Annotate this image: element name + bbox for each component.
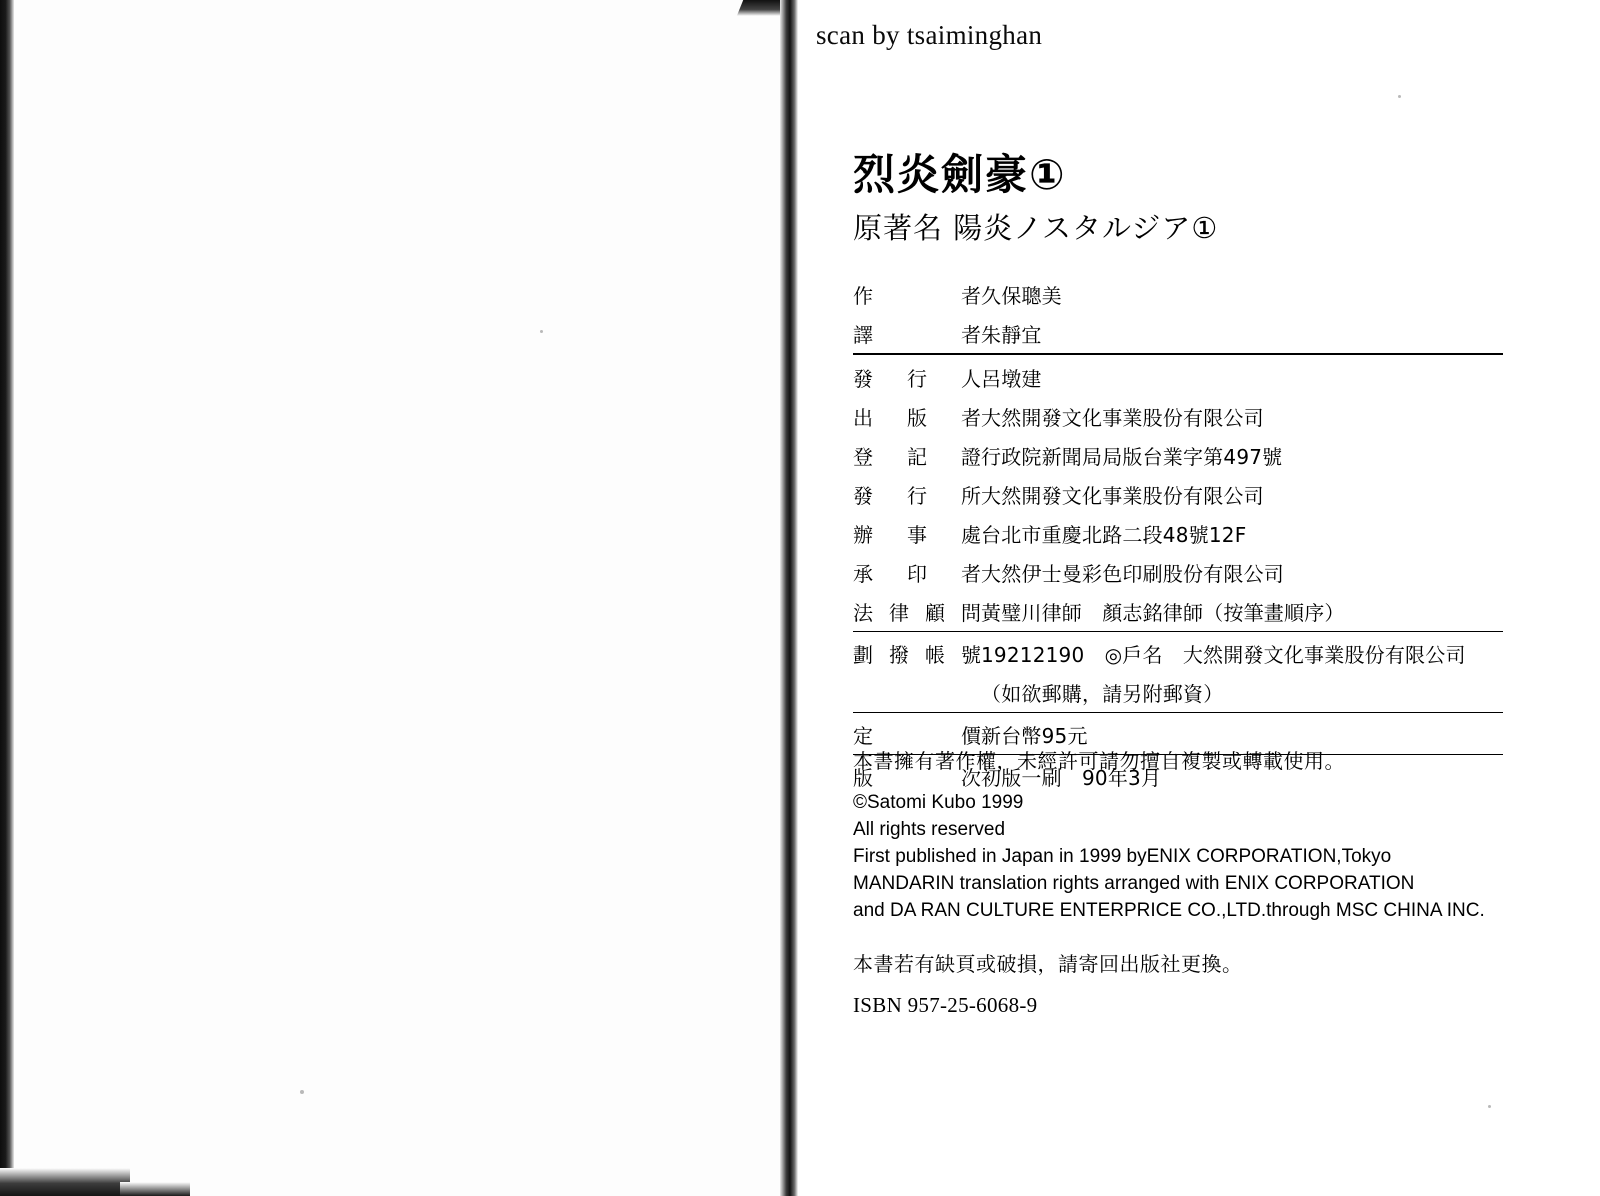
- scan-speck: [300, 1090, 304, 1094]
- scan-speck: [1488, 1105, 1491, 1108]
- row-label: 法律顧問: [853, 601, 981, 626]
- page-bottom-notch: [0, 1168, 130, 1196]
- copyright-line-1: ©Satomi Kubo 1999: [853, 792, 1024, 813]
- colophon-block: [853, 150, 1553, 796]
- row-value: 大然伊士曼彩色印刷股份有限公司: [981, 562, 1284, 587]
- table-row: [853, 275, 1503, 314]
- left-blank-page: [0, 0, 795, 1196]
- row-label: 出 版 者: [853, 406, 981, 431]
- scan-speck: [540, 330, 543, 333]
- book-gutter: [780, 0, 798, 1196]
- colophon-page: [798, 0, 1600, 1196]
- row-value: 久保聰美: [981, 284, 1062, 309]
- row-label: 譯 者: [853, 323, 981, 348]
- row-value: 朱靜宜: [981, 323, 1042, 348]
- row-value: 行政院新聞局局版台業字第497號: [981, 445, 1283, 470]
- page-bottom-notch-secondary: [120, 1182, 190, 1196]
- copyright-line-2: All rights reserved: [853, 818, 1006, 840]
- copyright-notes: [853, 745, 1573, 925]
- table-row: [853, 553, 1503, 592]
- row-value: 19212190 ◎戶名 大然開發文化事業股份有限公司: [981, 632, 1503, 674]
- scan-speck: [1398, 95, 1401, 98]
- row-label: 辦 事 處: [853, 523, 981, 548]
- copyright-statement: 本書擁有著作權，未經許可請勿擅自複製或轉載使用。: [853, 749, 1345, 773]
- defect-notice-block: [853, 948, 1573, 1018]
- defect-notice: 本書若有缺頁或破損，請寄回出版社更換。: [853, 952, 1243, 976]
- table-row: [853, 673, 1503, 713]
- row-value: 台北市重慶北路二段48號12F: [981, 523, 1247, 548]
- table-row: [853, 514, 1503, 553]
- isbn: ISBN 957-25-6068-9: [853, 993, 1038, 1017]
- row-label: 發 行 人: [853, 354, 981, 397]
- row-value: 呂墩建: [981, 354, 1503, 397]
- row-label: 承 印 者: [853, 562, 981, 587]
- table-row: [853, 592, 1503, 632]
- row-value: （如欲郵購，請另附郵資）: [981, 682, 1224, 707]
- row-label: 作 者: [853, 284, 981, 309]
- table-row: [853, 354, 1503, 397]
- row-value: 新台幣95元: [981, 713, 1503, 755]
- row-label: [853, 673, 981, 713]
- row-label: 發 行 所: [853, 484, 981, 509]
- scan-credit: scan by tsaiminghan: [816, 20, 1043, 50]
- row-label: 登 記 證: [853, 445, 981, 470]
- table-row: [853, 397, 1503, 436]
- copyright-line-3: First published in Japan in 1999 byENIX CORPORATION,Tokyo: [853, 845, 1392, 867]
- table-row: [853, 436, 1503, 475]
- binding-edge-left: [0, 0, 14, 1196]
- page-title: 烈炎劍豪①: [853, 150, 1067, 199]
- row-value: 初版一刷 90年3月: [981, 755, 1503, 797]
- row-value: 黃璧川律師 顏志銘律師（按筆畫順序）: [981, 601, 1345, 626]
- copyright-line-5: and DA RAN CULTURE ENTERPRICE CO.,LTD.through MSC CHINA INC.: [853, 899, 1485, 921]
- table-row: [853, 632, 1503, 674]
- row-value: 大然開發文化事業股份有限公司: [981, 484, 1264, 509]
- row-label: 劃撥帳號: [853, 632, 981, 674]
- publication-info-table: [853, 275, 1503, 796]
- table-row: [853, 475, 1503, 514]
- table-row: [853, 314, 1503, 354]
- copyright-line-4: MANDARIN translation rights arranged with ENIX CORPORATION: [853, 872, 1415, 894]
- row-label: 版 次: [853, 755, 981, 797]
- row-value: 大然開發文化事業股份有限公司: [981, 406, 1264, 431]
- row-label: 定 價: [853, 713, 981, 755]
- original-title: 原著名 陽炎ノスタルジア①: [853, 211, 1219, 246]
